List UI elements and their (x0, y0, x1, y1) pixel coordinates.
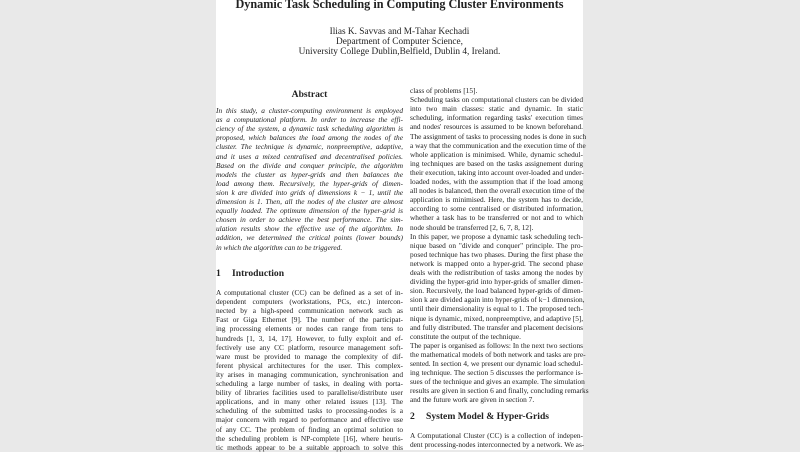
text-line: posed technique has two phases. During the first phase the (410, 249, 583, 259)
paper-title: Dynamic Task Scheduling in Computing Cluster Environments (235, 0, 564, 11)
text-line: in which the algorithm can to be triggered. (216, 242, 343, 252)
text-line: of any CC. The problem of finding an optimal solution to (216, 424, 403, 434)
text-line: their execution, taking into account over-loaded and under- (410, 167, 584, 177)
section-2-heading (410, 411, 549, 422)
text-line: ity arises in managing communication, synchronisation and (216, 369, 403, 379)
text-line: scheduling a large number of tasks, in dealing with porta- (216, 379, 403, 388)
text-line: scheduling of the submitted tasks to processing-nodes is a (216, 406, 403, 416)
text-line: and it uses a mixed centralised and decentralised policies. (216, 151, 403, 161)
text-line: as a computational platform. In order to increase the effi- (216, 115, 403, 125)
text-line: addition, we determined the critical points (lower bounds) (216, 233, 403, 243)
text-line: tic methods appear to be a suitable approach to solve this (216, 442, 403, 452)
text-line: deals with the redistribution of tasks among the nodes by (410, 268, 583, 277)
text-line: nected by a high-speed communication network such as (216, 306, 403, 316)
text-line: node should be transferred [2, 6, 7, 8, 12]. (410, 222, 534, 232)
text-line: ciency of the system, a dynamic task scheduling algorithm is (216, 124, 403, 134)
text-line: dent processing-nodes interconnected by a network. We as- (410, 440, 585, 450)
text-line: equally loaded. The optimum dimension of the hyper-grid is (216, 206, 403, 216)
text-line: nique is dynamic, mixed, nonpreemptive, and adaptive [5], (410, 313, 584, 323)
affiliation-university: University College Dublin,Belfield, Dublin 4, Ireland. (298, 47, 501, 57)
text-line: major concern with regard to performance and effective use (216, 415, 403, 425)
text-line: and the future work are given in section 7. (410, 395, 535, 405)
text-line: Based on the divide and conquer principle, the algorithm (216, 160, 403, 170)
text-line: dimension is 1. Then, all the nodes of the cluster are almost (216, 197, 403, 206)
text-line: according to some centralised or distributed information, (410, 204, 583, 214)
text-line: results are given in section 6 and finally, concluding remarks (410, 386, 589, 396)
text-line: into two main classes: static and dynamic. In static (410, 104, 583, 114)
text-line: scheduling, information regarding tasks' execution times (410, 113, 583, 123)
paper-page (216, 0, 589, 452)
text-line: hundreds [1, 3, 14, 17]. However, to fully exploit and ef- (216, 333, 403, 343)
section-2-number: 2 (410, 411, 415, 422)
text-line: whole application is minimised. While, dynamic schedul- (410, 149, 583, 159)
text-line: dependent computers (workstations, PCs, etc.) intercon- (216, 297, 403, 307)
text-line: nique based on "divide and conquer" principle. The pro- (410, 240, 583, 250)
text-line: proposed, which balances the load among the nodes of the (216, 133, 403, 143)
text-line: all nodes is balanced, then the overall execution time of the (410, 186, 585, 196)
text-line: loaded nodes, with the assumption that if the load among (410, 177, 583, 186)
text-line: ing processing elements or nodes can range from tens to (216, 324, 403, 334)
text-line: sented. In section 4, we present our dynamic load schedul- (410, 359, 583, 368)
text-line: constitute the output of the technique. (410, 331, 521, 341)
text-line: The assignment of tasks to processing nodes is done in such (410, 131, 587, 141)
text-line: In this study, a cluster-computing environment is employed (216, 106, 403, 115)
text-line: Scheduling tasks on computational clusters can be divided (410, 95, 583, 105)
text-line: ing techniques are based on the tasks assignement during (410, 158, 583, 168)
text-line: models the cluster as hyper-grids and then balances the (216, 169, 403, 179)
text-line: and nodes' resources is assumed to be known beforehand. (410, 122, 583, 132)
text-line: chosen in order to achieve the best performance. The sim- (216, 215, 403, 225)
text-line: application is minimised. Here, the system has to decide, (410, 195, 583, 205)
text-line: whether a task has to be transferred or not and to which (410, 213, 583, 223)
text-line: A computational cluster (CC) can be defined as a set of in- (216, 288, 403, 297)
text-line: network is mapped onto a hyper-grid. The second phase (410, 258, 583, 268)
affiliation-department: Department of Computer Science, (335, 37, 463, 47)
text-line: load among them. Recursively, the hyper-grids of dimen- (216, 178, 403, 188)
text-line: sion k are divided again into hyper-grids of k−1 dimension, (410, 295, 585, 305)
text-line: until their dimensionality is equal to 1. The proposed tech- (410, 304, 583, 314)
text-line: fectively use any CC platform, resource management soft- (216, 342, 403, 352)
text-line: bility of libraries facilities used to parallelise/distribute user (216, 388, 403, 398)
text-line: ing technique. The section 5 discusses the performance is- (410, 368, 583, 378)
section-1-title: Introduction (232, 268, 285, 279)
text-line: ware must be provided to manage the complexity of dif- (216, 351, 403, 361)
abstract-heading: Abstract (291, 89, 328, 100)
text-line: Fast or Giga Ethernet [9]. The number of the participat- (216, 315, 403, 325)
text-line: The paper is organised as follows: In the next two sections (410, 340, 583, 350)
text-line: and fully distributed. The transfer and placement decisions (410, 322, 583, 332)
text-line: sion. Recursively, the load balanced hyper-grids of dimen- (410, 286, 583, 296)
text-line: sues of the technique and gives an example. The simulation (410, 377, 585, 387)
section-2-title: System Model & Hyper-Grids (426, 411, 550, 422)
text-line: cluster. The technique is dynamic, nonpreemptive, adaptive, (216, 142, 403, 152)
text-line: applications, and in many other related issues [13]. The (216, 397, 403, 407)
text-line: ferent physical architectures for the user. This complex- (216, 360, 403, 370)
text-line: ulation results show the effective use of the algorithm. In (216, 224, 403, 234)
section-1-heading (216, 268, 284, 279)
text-line: A Computational Cluster (CC) is a collection of indepen- (410, 431, 583, 440)
text-line: dividing the hyper-grid into hyper-grids of smaller dimen- (410, 277, 583, 287)
text-line: class of problems [15]. (410, 86, 478, 95)
text-line: In this paper, we propose a dynamic task scheduling tech- (410, 231, 583, 241)
text-line: sion k are divided into grids of dimensions k − 1, until the (216, 187, 403, 197)
section-1-number: 1 (216, 268, 221, 279)
text-line: a way that the communication and the execution time of the (410, 140, 586, 150)
text-line: the mathematical models of both network and tasks are pre- (410, 349, 586, 359)
authors: Ilias K. Savvas and M-Tahar Kechadi (329, 27, 470, 37)
text-line: the scheduling problem is NP-complete [16], where heuris- (216, 433, 403, 443)
